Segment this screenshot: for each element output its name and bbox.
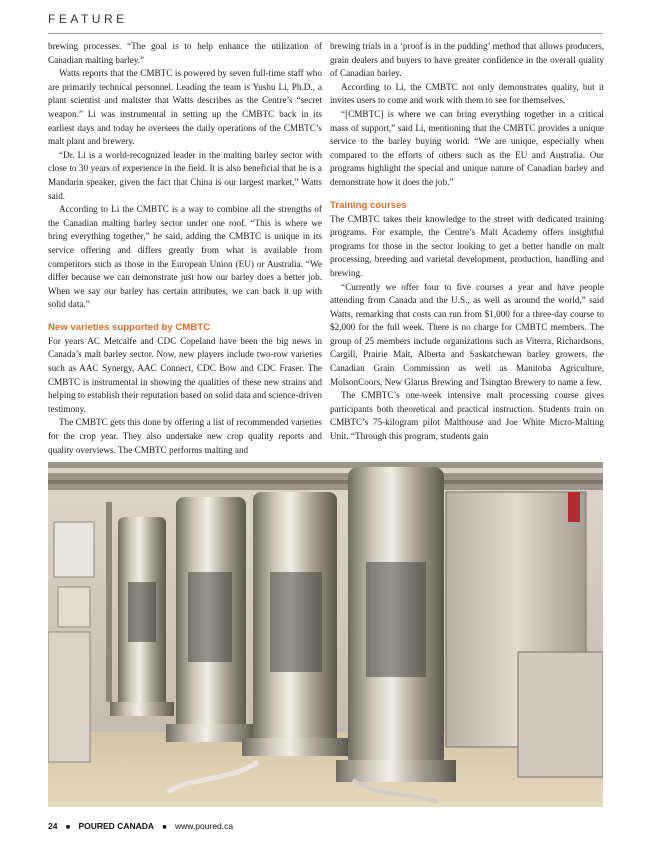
header-rule bbox=[48, 33, 603, 34]
paragraph: “Currently we offer four to five courses a year and have people attending from Canada and the U.S., as well as around the world,” said Watts, remarking that costs can run from $1,000 for a three-day course to $2,000 for the full week. There is no charge for CMBTC members. The group of 25 members include organizations such as Viterra, Richardsons, Cargill, Prairie Malt, Alberta and Saskatchewan barley growers, the Canadian Grain Commission as well as Manitoba Agriculture, MolsonCoors, New Glarus Brewing and Tsingtao Brewery to name a few. bbox=[330, 281, 604, 387]
paragraph: For years AC Metcalfe and CDC Copeland have been the big news in Canada’s malt barley sector. Now, new players include two-row varieties such as AAC Synergy, AAC Connect, CDC Bow and CDC Fraser. The CMBTC is instrumental in showing the qualities of these new strains and helping to establish their reputation based on solid data and science-driven testimony. bbox=[48, 335, 323, 414]
paragraph: “Dr. Li is a world-recognized leader in the malting barley sector with close to 30 years of experience in the field. It is also beneficial that he is a Mandarin speaker, given the fact that China is our largest market,” Watts said. bbox=[48, 149, 322, 201]
page-footer bbox=[48, 821, 233, 831]
page-number: 24 bbox=[48, 821, 58, 831]
paragraph: Watts reports that the CMBTC is powered by seven full-time staff who are primarily technical personnel. Leading the team is Yushu Li, Ph.D., a plant scientist and maltster that Watts describes as the Centre’s “secret weapon.” Li was instrumental in setting up the CMBTC back in its earliest days and today he oversees the daily operations of the CMBTC’s malt plant and brewery. bbox=[48, 68, 322, 147]
right-column bbox=[330, 40, 604, 444]
paragraph: “[CMBTC] is where we can bring everything together in a critical mass of support,” said Li, mentioning that the CMBTC provides a unique service to the barley buying world. “We are unique, especially when compared to the efforts of others such as the EU and Australia. Our programs highlight the special and unique nature of Canadian barley and demonstrate how it does the job.” bbox=[330, 108, 604, 187]
paragraph: The CMBTC gets this done by offering a list of recommended varieties for the crop year. They also undertake new crop quality reports and quality overviews. The CMBTC performs malting and bbox=[48, 417, 322, 455]
left-column bbox=[48, 40, 322, 457]
paragraph: The CMBTC takes their knowledge to the street with dedicated training programs. For example, the Centre’s Malt Academy offers insightful programs for those in the sector looking to get a better handle on malt processing, breeding and varietal development, production, handling and brewing. bbox=[330, 213, 604, 278]
paragraph: According to Li, the CMBTC not only demonstrates quality, but it invites users to come and work with them to see for themselves. bbox=[330, 81, 604, 106]
paragraph: brewing trials in a ‘proof is in the pudding’ method that allows producers, grain dealers and buyers to have greater confidence in the overall quality of Canadian barley. bbox=[330, 41, 604, 79]
footer-separator: ■ bbox=[162, 824, 167, 831]
subheading-new-varieties: New varieties supported by CMBTC bbox=[48, 321, 211, 333]
paragraph: The CMBTC’s one-week intensive malt processing course gives participants both theoretical and practical instruction. Students train on CMBTC’s 75-kilogram pilot Malthouse and Joe White Micro-Malting Unit. “Through this program, students gain bbox=[330, 390, 604, 442]
paragraph: According to Li the CMBTC is a way to combine all the strengths of the Canadian malting barley sector under one roof. “This is where we bring everything together,” he said, adding the CMBTC is unique in its service offering and differs greatly from what is available from competitors such as those in the European Union (EU) or Australia. “We differ because we can demonstrate just how our barley does a better job. When we say our barley has certain attributes, we can back it up with solid data.” bbox=[48, 204, 322, 310]
section-label: FEATURE bbox=[48, 12, 128, 26]
publication-name: POURED CANADA bbox=[78, 821, 155, 831]
footer-separator: ■ bbox=[65, 824, 71, 831]
malting-equipment-photo bbox=[48, 462, 603, 807]
subheading-training-courses: Training courses bbox=[330, 199, 407, 211]
photo-illustration bbox=[48, 462, 603, 807]
website-link[interactable]: www.poured.ca bbox=[175, 821, 234, 831]
paragraph: brewing processes. “The goal is to help enhance the utilization of Canadian malting barley.” bbox=[48, 41, 322, 65]
